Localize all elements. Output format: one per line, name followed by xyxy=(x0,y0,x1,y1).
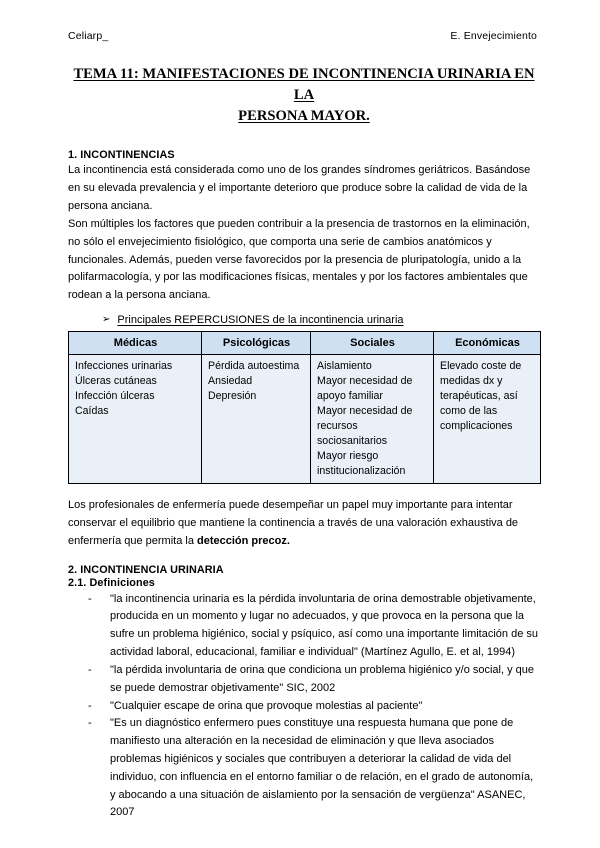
header-subject: E. Envejecimiento xyxy=(450,30,537,42)
running-head xyxy=(68,30,540,42)
spacer xyxy=(68,484,540,497)
cell-line: Mayor necesidad de apoyo familiar xyxy=(317,375,413,403)
section-2-1-heading: 2.1. Definiciones xyxy=(68,576,155,589)
list-item-text: "Cualquier escape de orina que provoque molestias al paciente" xyxy=(110,699,423,712)
repercusiones-table xyxy=(68,331,541,484)
dash-bullet-icon: - xyxy=(88,699,92,712)
section-1-paragraph-3 xyxy=(68,497,540,550)
section-1-paragraph-2: Son múltiples los factores que pueden contribuir a la presencia de trastornos en la eliminación, no sólo el envejecimiento fisiológico, que comporta una serie de cambios anatómicos y funcionales. Además, pueden verse favorecidos por la presencia de pluripatología, unido a la polifarmacología, y por las modificaciones físicas, mentales y por los factores ambientales que rodean a la persona anciana. xyxy=(68,217,530,302)
header-author: Celiarp_ xyxy=(68,30,109,42)
cell-line: Caídas xyxy=(75,405,109,418)
definiciones-list xyxy=(68,591,540,823)
cell-line: Elevado coste de medidas dx y terapéuticas, así como de las complicaciones xyxy=(440,359,522,433)
table-header-economicas: Económicas xyxy=(434,331,541,354)
table-row xyxy=(69,354,541,483)
deteccion-precoz-emphasis: detección precoz. xyxy=(197,534,290,547)
page-title-line-1: TEMA 11: MANIFESTACIONES DE INCONTINENCIA URINARIA EN LA xyxy=(73,66,535,104)
table-header-row xyxy=(69,331,541,354)
list-item xyxy=(68,698,540,716)
cell-line: Mayor riesgo institucionalización xyxy=(317,450,406,478)
list-item xyxy=(68,715,540,822)
repercusiones-bullet xyxy=(102,314,540,326)
list-item-text: "la incontinencia urinaria es la pérdida involuntaria de orina demostrable objetivamente, producida en un momento y lugar no adecuados, y que provoca en la persona que la sufre un problema higiénico, social y psíquico, así como una importante limitación de su actividad laboral, educacional, familiar e individual" (Martínez Agullo, E. et al, 1994) xyxy=(110,592,539,659)
table-cell-economicas xyxy=(434,354,541,483)
section-1-paragraph-3-text: Los profesionales de enfermería puede desempeñar un papel muy importante para intentar conservar el equilibrio que mantiene la continencia a través de una valoración exhaustiva de enfermería que permita la xyxy=(68,499,519,547)
table-cell-sociales xyxy=(311,354,434,483)
section-1-paragraph-1: La incontinencia está considerada como uno de los grandes síndromes geriátricos. Basándose en su elevada prevalencia y el importante deterioro que produce sobre la calidad de vida de la persona anciana. xyxy=(68,164,531,213)
cell-line: Infección úlceras xyxy=(75,390,155,403)
list-item xyxy=(68,662,540,698)
section-1-heading: 1. INCONTINENCIAS xyxy=(68,149,175,162)
spacer xyxy=(68,305,540,314)
page-title-line-2: PERSONA MAYOR. xyxy=(238,108,370,125)
table-cell-psicologicas xyxy=(202,354,311,483)
cell-line: Pérdida autoestima xyxy=(208,359,300,372)
table-cell-medicas xyxy=(69,354,202,483)
cell-line: Infecciones urinarias xyxy=(75,359,173,372)
table-header-sociales: Sociales xyxy=(311,331,434,354)
arrow-bullet-icon: ➢ xyxy=(102,313,111,325)
table-header-psicologicas: Psicológicas xyxy=(202,331,311,354)
page-title xyxy=(68,64,540,127)
spacer xyxy=(68,551,540,564)
dash-bullet-icon: - xyxy=(88,663,92,676)
dash-bullet-icon: - xyxy=(88,717,92,730)
cell-line: Mayor necesidad de recursos sociosanitarios xyxy=(317,405,413,448)
cell-line: Depresión xyxy=(208,390,257,403)
cell-line: Ansiedad xyxy=(208,375,253,387)
cell-line: Aislamiento xyxy=(317,359,372,372)
list-item xyxy=(68,591,540,662)
list-item-text: "la pérdida involuntaria de orina que condiciona un problema higiénico y/o social, y que se puede demostrar objetivamente" SIC, 2002 xyxy=(110,663,535,694)
repercusiones-bullet-label: Principales REPERCUSIONES de la incontinencia urinaria xyxy=(117,313,404,326)
list-item-text: "Es un diagnóstico enfermero pues constituye una respuesta humana que pone de manifiesto una alteración en la necesidad de eliminación y que lleva asociados problemas higiénicos y sociales que contribuyen a deteriorar la calidad de vida del individuo, con influencia en el entorno familiar o de relación, en el grado de autonomía, y abocando a una situación de aislamiento por la sensación de vergüenza" ASANEC, 2007 xyxy=(110,717,534,819)
cell-line: Úlceras cutáneas xyxy=(75,375,157,387)
table-header-medicas: Médicas xyxy=(69,331,202,354)
section-2-heading: 2. INCONTINENCIA URINARIA xyxy=(68,563,224,576)
dash-bullet-icon: - xyxy=(88,592,92,605)
